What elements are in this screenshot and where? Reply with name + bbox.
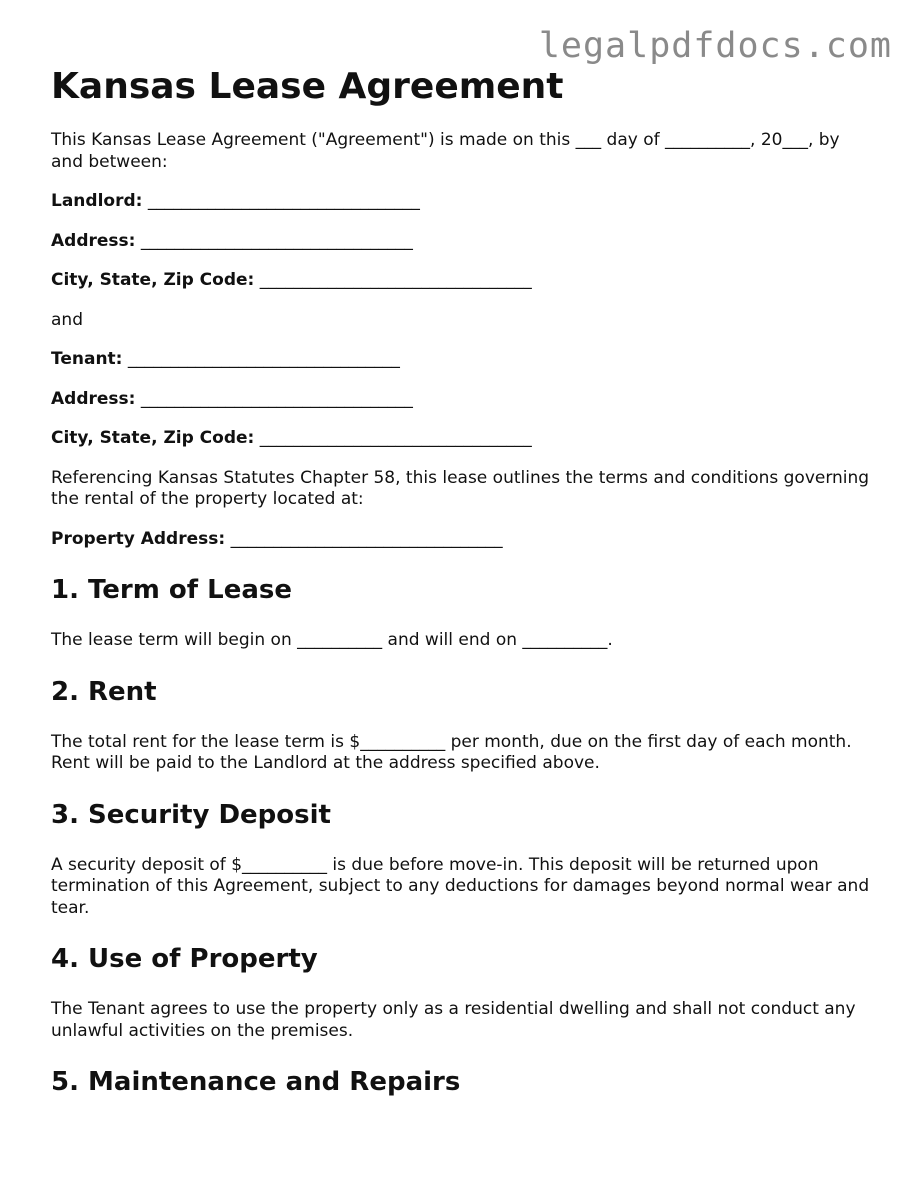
statute-paragraph: Referencing Kansas Statutes Chapter 58, this lease outlines the terms and conditions governing the rental of the property located at: — [51, 467, 870, 509]
landlord-city-blank: ________________________________ — [259, 270, 532, 290]
landlord-address-field — [51, 231, 871, 253]
tenant-city-label: City, State, Zip Code: — [51, 428, 255, 448]
and-text: and — [51, 309, 83, 330]
section-body-use-of-property: The Tenant agrees to use the property only as a residential dwelling and shall not conduct any unlawful activities on the premises. — [51, 999, 856, 1041]
tenant-address-label: Address: — [51, 388, 136, 409]
intro-paragraph: This Kansas Lease Agreement ("Agreement") is made on this ___ day of __________, 20___, by and between: — [51, 130, 840, 172]
landlord-address-label: Address: — [51, 230, 136, 251]
property-address-blank: ________________________________ — [230, 528, 503, 549]
tenant-city-blank: ________________________________ — [259, 428, 532, 448]
section-heading-maintenance: 5. Maintenance and Repairs — [51, 1067, 461, 1097]
section-body-term: The lease term will begin on __________ and will end on __________. — [51, 630, 613, 650]
landlord-address-blank: ________________________________ — [140, 230, 413, 251]
section-heading-rent: 2. Rent — [51, 676, 157, 707]
property-address-label: Property Address: — [51, 528, 226, 549]
tenant-city-field — [51, 428, 871, 450]
section-heading-term: 1. Term of Lease — [51, 575, 292, 605]
landlord-city-label: City, State, Zip Code: — [51, 270, 255, 290]
tenant-name-field — [51, 349, 871, 371]
section-body-security-deposit: A security deposit of $__________ is due before move-in. This deposit will be returned upon termination of this Agreement, subject to any deductions for damages beyond normal wear and tear. — [51, 854, 870, 918]
watermark: legalpdfdocs.com — [538, 26, 892, 66]
document-page — [51, 62, 871, 1122]
section-heading-use-of-property: 4. Use of Property — [51, 944, 318, 974]
tenant-name-blank: ________________________________ — [127, 349, 400, 369]
landlord-name-field — [51, 191, 871, 213]
tenant-name-label: Tenant: — [51, 349, 123, 369]
property-address-field — [51, 529, 871, 551]
section-body-rent: The total rent for the lease term is $__________ per month, due on the first day of each month. Rent will be paid to the Landlord at the address specified above. — [51, 731, 852, 773]
section-heading-security-deposit: 3. Security Deposit — [51, 799, 331, 830]
landlord-city-field — [51, 270, 871, 292]
tenant-address-field — [51, 389, 871, 411]
landlord-name-blank: ________________________________ — [147, 191, 420, 211]
landlord-name-label: Landlord: — [51, 191, 143, 211]
document-title: Kansas Lease Agreement — [51, 66, 564, 107]
tenant-address-blank: ________________________________ — [140, 388, 413, 409]
